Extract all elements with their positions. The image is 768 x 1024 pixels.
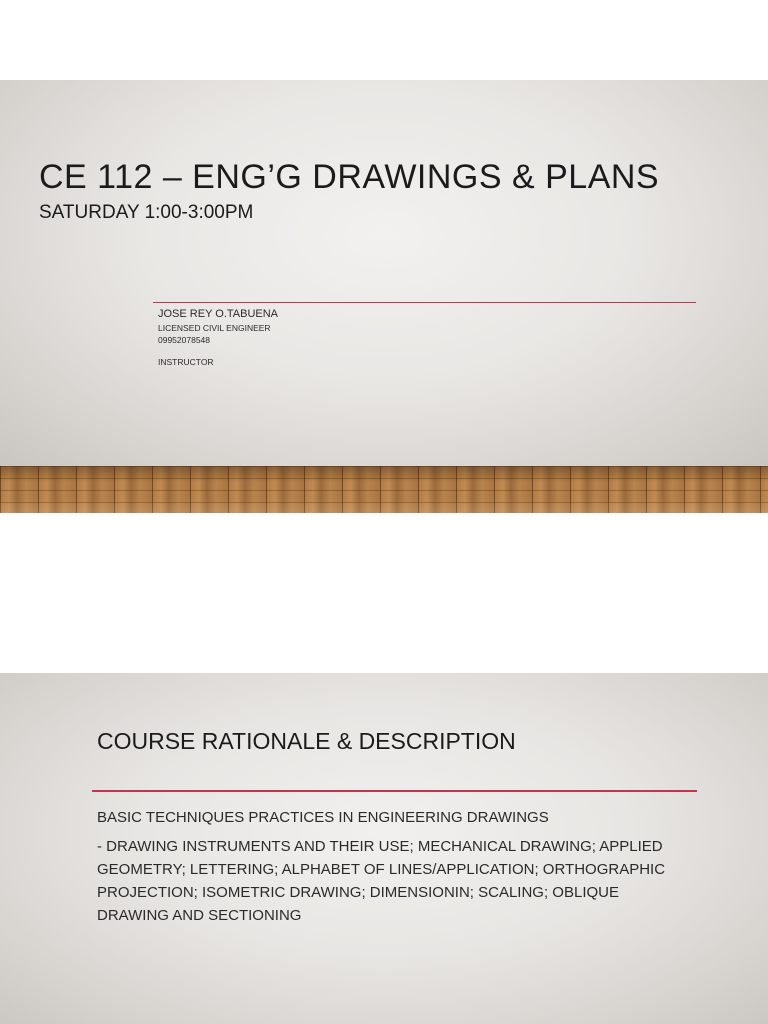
presenter-credential: LICENSED CIVIL ENGINEER: [158, 323, 271, 333]
slide-title: CE 112 – ENG’G DRAWINGS & PLANS: [39, 158, 660, 196]
title-slide: [0, 80, 768, 513]
presenter-role: INSTRUCTOR: [158, 357, 214, 367]
course-rationale-slide: [0, 673, 768, 1024]
accent-divider: [153, 302, 696, 303]
accent-divider: [92, 790, 697, 792]
wall-background: [0, 80, 768, 466]
slide-subtitle: SATURDAY 1:00-3:00PM: [39, 202, 254, 223]
presenter-phone: 09952078548: [158, 335, 211, 345]
slide-heading: COURSE RATIONALE & DESCRIPTION: [97, 728, 516, 754]
course-description: - DRAWING INSTRUMENTS AND THEIR USE; MECHANICAL DRAWING; APPLIED GEOMETRY; LETTERING; ALPHABET OF LINES/APPLICATION; ORTHOGRAPHIC PROJECTION; ISOMETRIC DRAWING; DIMENSIONIN; SCALING; OBLIQUE DRAWING AND SECTIONING: [97, 838, 666, 924]
presenter-name: JOSE REY O.TABUENA: [158, 308, 279, 320]
floor-shading: [0, 466, 768, 513]
course-subheading: BASIC TECHNIQUES PRACTICES IN ENGINEERING DRAWINGS: [97, 809, 549, 826]
